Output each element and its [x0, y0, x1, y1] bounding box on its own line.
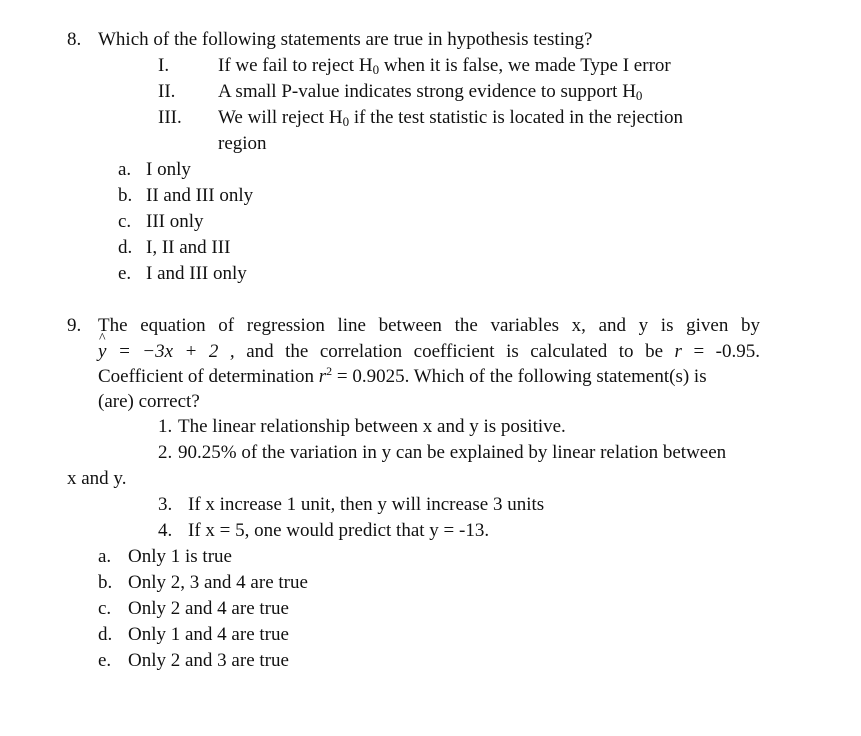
- question-8-number: 8.: [67, 29, 82, 50]
- q9-statement-1-text: The linear relationship between x and y is positive.: [178, 416, 566, 437]
- correlation-text: and the correlation coefficient is calculated to be: [246, 341, 663, 362]
- question-9-line-2: [98, 342, 760, 361]
- q8-option-d-letter: d.: [118, 237, 133, 258]
- q8-option-b-text: II and III only: [146, 185, 254, 206]
- q8-option-d-text: I, II and III: [146, 237, 231, 258]
- q8-statement-3-roman: III.: [158, 107, 182, 128]
- q8-statement-2-roman: II.: [158, 81, 176, 102]
- correlation-value: r = -0.95.: [674, 341, 760, 362]
- q9-option-c-letter: c.: [98, 598, 112, 619]
- q9-option-a-text: Only 1 is true: [128, 546, 232, 567]
- q9-option-e-text: Only 2 and 3 are true: [128, 650, 289, 671]
- q8-statement-3-continuation: region: [218, 133, 267, 154]
- q9-option-b-text: Only 2, 3 and 4 are true: [128, 572, 308, 593]
- q8-option-c-text: III only: [146, 211, 204, 232]
- q8-option-c-letter: c.: [118, 211, 132, 232]
- q9-option-b-letter: b.: [98, 572, 113, 593]
- q9-statement-2-text: 90.25% of the variation in y can be explained by linear relation between: [178, 442, 727, 463]
- q8-option-e-letter: e.: [118, 263, 132, 284]
- q9-option-d-letter: d.: [98, 624, 113, 645]
- q8-option-a-letter: a.: [118, 159, 132, 180]
- q8-statement-2-text: A small P-value indicates strong evidence to support H0: [218, 81, 643, 103]
- q9-statement-2-number: 2.: [158, 442, 173, 463]
- q9-option-a-letter: a.: [98, 546, 112, 567]
- q9-statement-1-number: 1.: [158, 416, 173, 437]
- q8-option-a-text: I only: [146, 159, 191, 180]
- q8-statement-1-text: If we fail to reject H0 when it is false, we made Type I error: [218, 55, 671, 77]
- q8-option-e-text: I and III only: [146, 263, 247, 284]
- q9-statement-3-text: If x increase 1 unit, then y will increase 3 units: [188, 494, 545, 515]
- q9-statement-2-continuation: x and y.: [67, 468, 127, 489]
- question-9-line-3: Coefficient of determination $r^2 = 0.9025$. Which of the following statement(s) is: [98, 364, 707, 387]
- regression-equation: ^ y = −3x + 2 ,: [98, 341, 235, 362]
- q8-statement-1-roman: I.: [158, 55, 170, 76]
- q9-option-e-letter: e.: [98, 650, 112, 671]
- q9-option-c-text: Only 2 and 4 are true: [128, 598, 289, 619]
- q8-option-b-letter: b.: [118, 185, 133, 206]
- q9-option-d-text: Only 1 and 4 are true: [128, 624, 289, 645]
- q8-statement-3-text: We will reject H0 if the test statistic is located in the rejection: [218, 107, 684, 129]
- question-9-line-4: (are) correct?: [98, 391, 200, 412]
- question-9-line-1: The equation of regression line between the variables x, and y is given by: [98, 315, 760, 336]
- question-8-stem: Which of the following statements are true in hypothesis testing?: [98, 29, 593, 50]
- q9-statement-3-number: 3.: [158, 494, 173, 515]
- q9-statement-4-text: If x = 5, one would predict that y = -13.: [188, 520, 490, 541]
- question-9-number: 9.: [67, 315, 82, 336]
- q9-statement-4-number: 4.: [158, 520, 173, 541]
